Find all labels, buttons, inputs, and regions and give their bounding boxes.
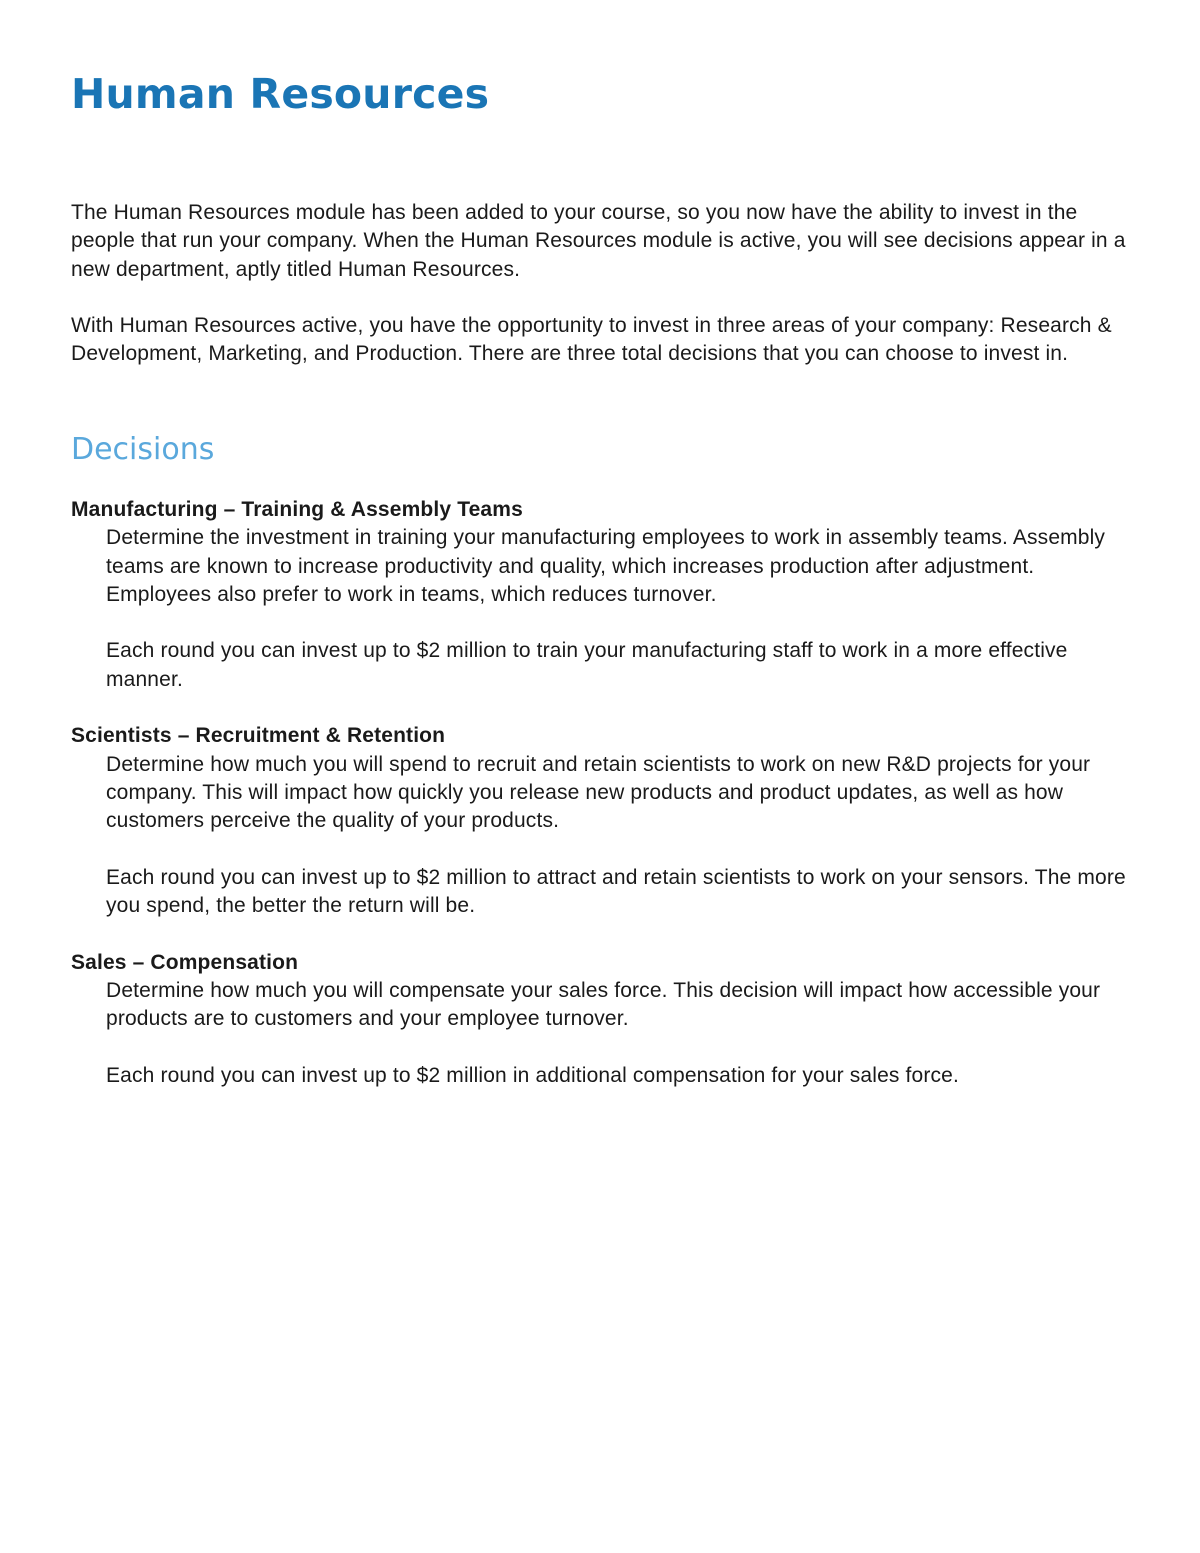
section-title-decisions: Decisions [71, 432, 215, 467]
page-title: Human Resources [71, 70, 490, 118]
decision-description: Determine the investment in training your manufacturing employees to work in assembly teams. Assembly teams are known to increase productivity and quality, which increases production after adjustment. Employees also prefer to work in teams, which reduces turnover. [106, 526, 1106, 606]
decision-body [106, 977, 1141, 1090]
decision-sales [71, 949, 1141, 1090]
decision-body [106, 524, 1141, 694]
intro-section [71, 199, 1141, 369]
decision-title: Scientists – Recruitment & Retention [71, 724, 446, 748]
intro-paragraph: With Human Resources active, you have the opportunity to invest in three areas of your company: Research & Development, Marketing, and Production. There are three total decisions that you can choose to invest in. [71, 314, 1112, 366]
decision-title: Manufacturing – Training & Assembly Teams [71, 498, 523, 521]
decision-investment: Each round you can invest up to $2 million in additional compensation for your sales force. [106, 1063, 959, 1087]
decision-description: Determine how much you will spend to recruit and retain scientists to work on new R&D projects for your company. This will impact how quickly you release new products and product updates, as well as how customers perceive the quality of your products. [106, 752, 1091, 833]
decisions-list [71, 496, 1141, 1119]
intro-paragraph: The Human Resources module has been added to your course, so you now have the ability to invest in the people that run your company. When the Human Resources module is active, you will see decisions appear in a new department, aptly titled Human Resources. [71, 201, 1126, 281]
decision-body [106, 751, 1141, 921]
decision-title: Sales – Compensation [71, 950, 299, 974]
decision-manufacturing [71, 496, 1141, 694]
decision-investment: Each round you can invest up to $2 million to attract and retain scientists to work on your sensors. The more you spend, the better the return will be. [106, 865, 1126, 918]
decision-description: Determine how much you will compensate your sales force. This decision will impact how accessible your products are to customers and your employee turnover. [106, 979, 1101, 1031]
decision-scientists [71, 722, 1141, 920]
decision-investment: Each round you can invest up to $2 million to train your manufacturing staff to work in a more effective manner. [106, 639, 1068, 691]
